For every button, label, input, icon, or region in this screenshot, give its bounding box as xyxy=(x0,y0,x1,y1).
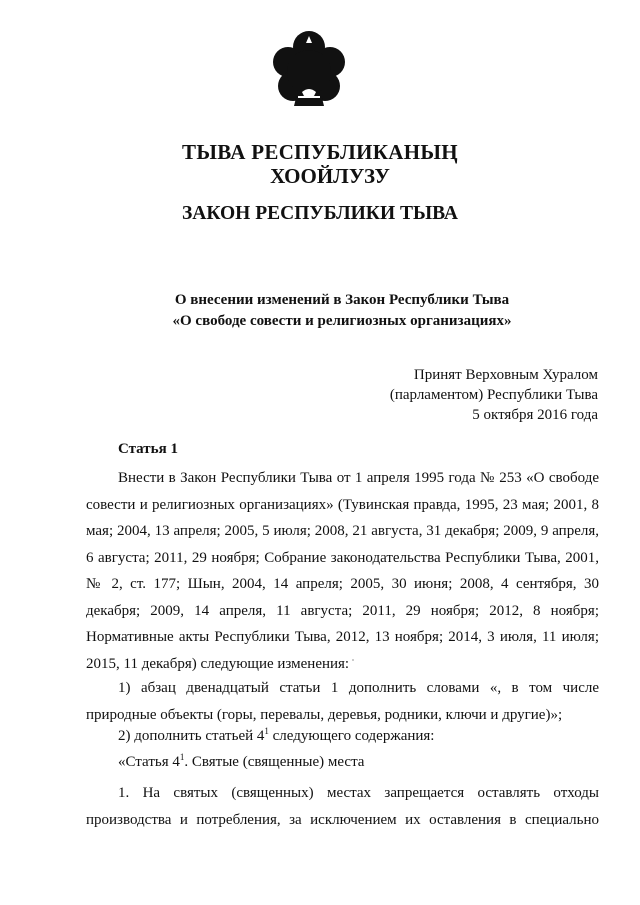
article-4-1-paragraph-1 xyxy=(86,780,599,833)
item1-line: 1) абзац двенадцатый статьи 1 дополнить словами «, в том числе xyxy=(118,680,599,696)
law-subject-line2: «О свободе совести и религиозных организациях» xyxy=(172,313,512,329)
title-tyvan-line2: ХООЙЛУЗУ xyxy=(270,164,390,188)
article4-text: «Статья 4 xyxy=(118,754,180,770)
intro-line: Нормативные акты Республики Тыва, 2012, 13 ноября; 2014, 3 июля, 11 июля; xyxy=(86,629,599,645)
intro-line: совести и религиозных организациях» (Тувинская правда, 1995, 23 мая; 2001, 8 xyxy=(86,496,599,513)
item2-text: 2) дополнить статьей 4 xyxy=(118,728,265,744)
rule1-line: производства и потребления, за исключением их оставления в специально xyxy=(86,811,599,828)
item2-superscript: 1 xyxy=(264,726,269,736)
article-1-heading: Статья 1 xyxy=(118,441,178,457)
article4-superscript: 1 xyxy=(179,752,185,762)
adoption-line1: Принят Верховным Хуралом xyxy=(413,367,598,383)
intro-line: 2015, 11 декабря) следующие изменения: xyxy=(86,655,350,672)
scan-speck xyxy=(352,659,354,661)
intro-line: Внести в Закон Республики Тыва от 1 апреля 1995 года № 253 «О свободе xyxy=(118,470,599,486)
adoption-line2: (парламентом) Республики Тыва xyxy=(389,387,598,403)
intro-line: декабря; 2009, 14 апреля, 11 августа; 2011, 29 ноября; 2012, 8 ноября; xyxy=(86,602,599,619)
title-tyvan-line1: ТЫВА РЕСПУБЛИКАНЫҢ xyxy=(182,140,458,164)
item1-line: природные объекты (горы, перевалы, деревья, родники, ключи и другие)»; xyxy=(86,706,563,723)
intro-line: мая; 2004, 13 апреля; 2005, 5 июля; 2008, 21 августа, 31 декабря; 2009, 9 апреля, xyxy=(86,523,599,539)
article4-text-end: . Святые (священные) места xyxy=(184,754,365,770)
article-4-1-heading xyxy=(118,754,364,771)
intro-line: 6 августа; 2011, 29 ноября; Собрание законодательства Республики Тыва, 2001, xyxy=(86,549,599,566)
adoption-block xyxy=(390,365,598,425)
item2-text-end: следующего содержания: xyxy=(268,728,435,744)
rule1-line: 1. На святых (священных) местах запрещается оставлять отходы xyxy=(118,785,599,801)
intro-line: № 2, ст. 177; Шын, 2004, 14 апреля; 2005, 30 июня; 2008, 4 сентября, 30 xyxy=(86,576,599,592)
tuva-emblem-icon xyxy=(272,30,346,112)
amendment-item-1 xyxy=(86,675,599,728)
amendment-item-2 xyxy=(118,728,434,745)
article-1-intro xyxy=(86,465,599,677)
title-russian: ЗАКОН РЕСПУБЛИКИ ТЫВА xyxy=(181,203,459,224)
law-subject-line1: О внесении изменений в Закон Республики Тыва xyxy=(174,292,510,308)
adoption-date: 5 октября 2016 года xyxy=(472,407,598,423)
